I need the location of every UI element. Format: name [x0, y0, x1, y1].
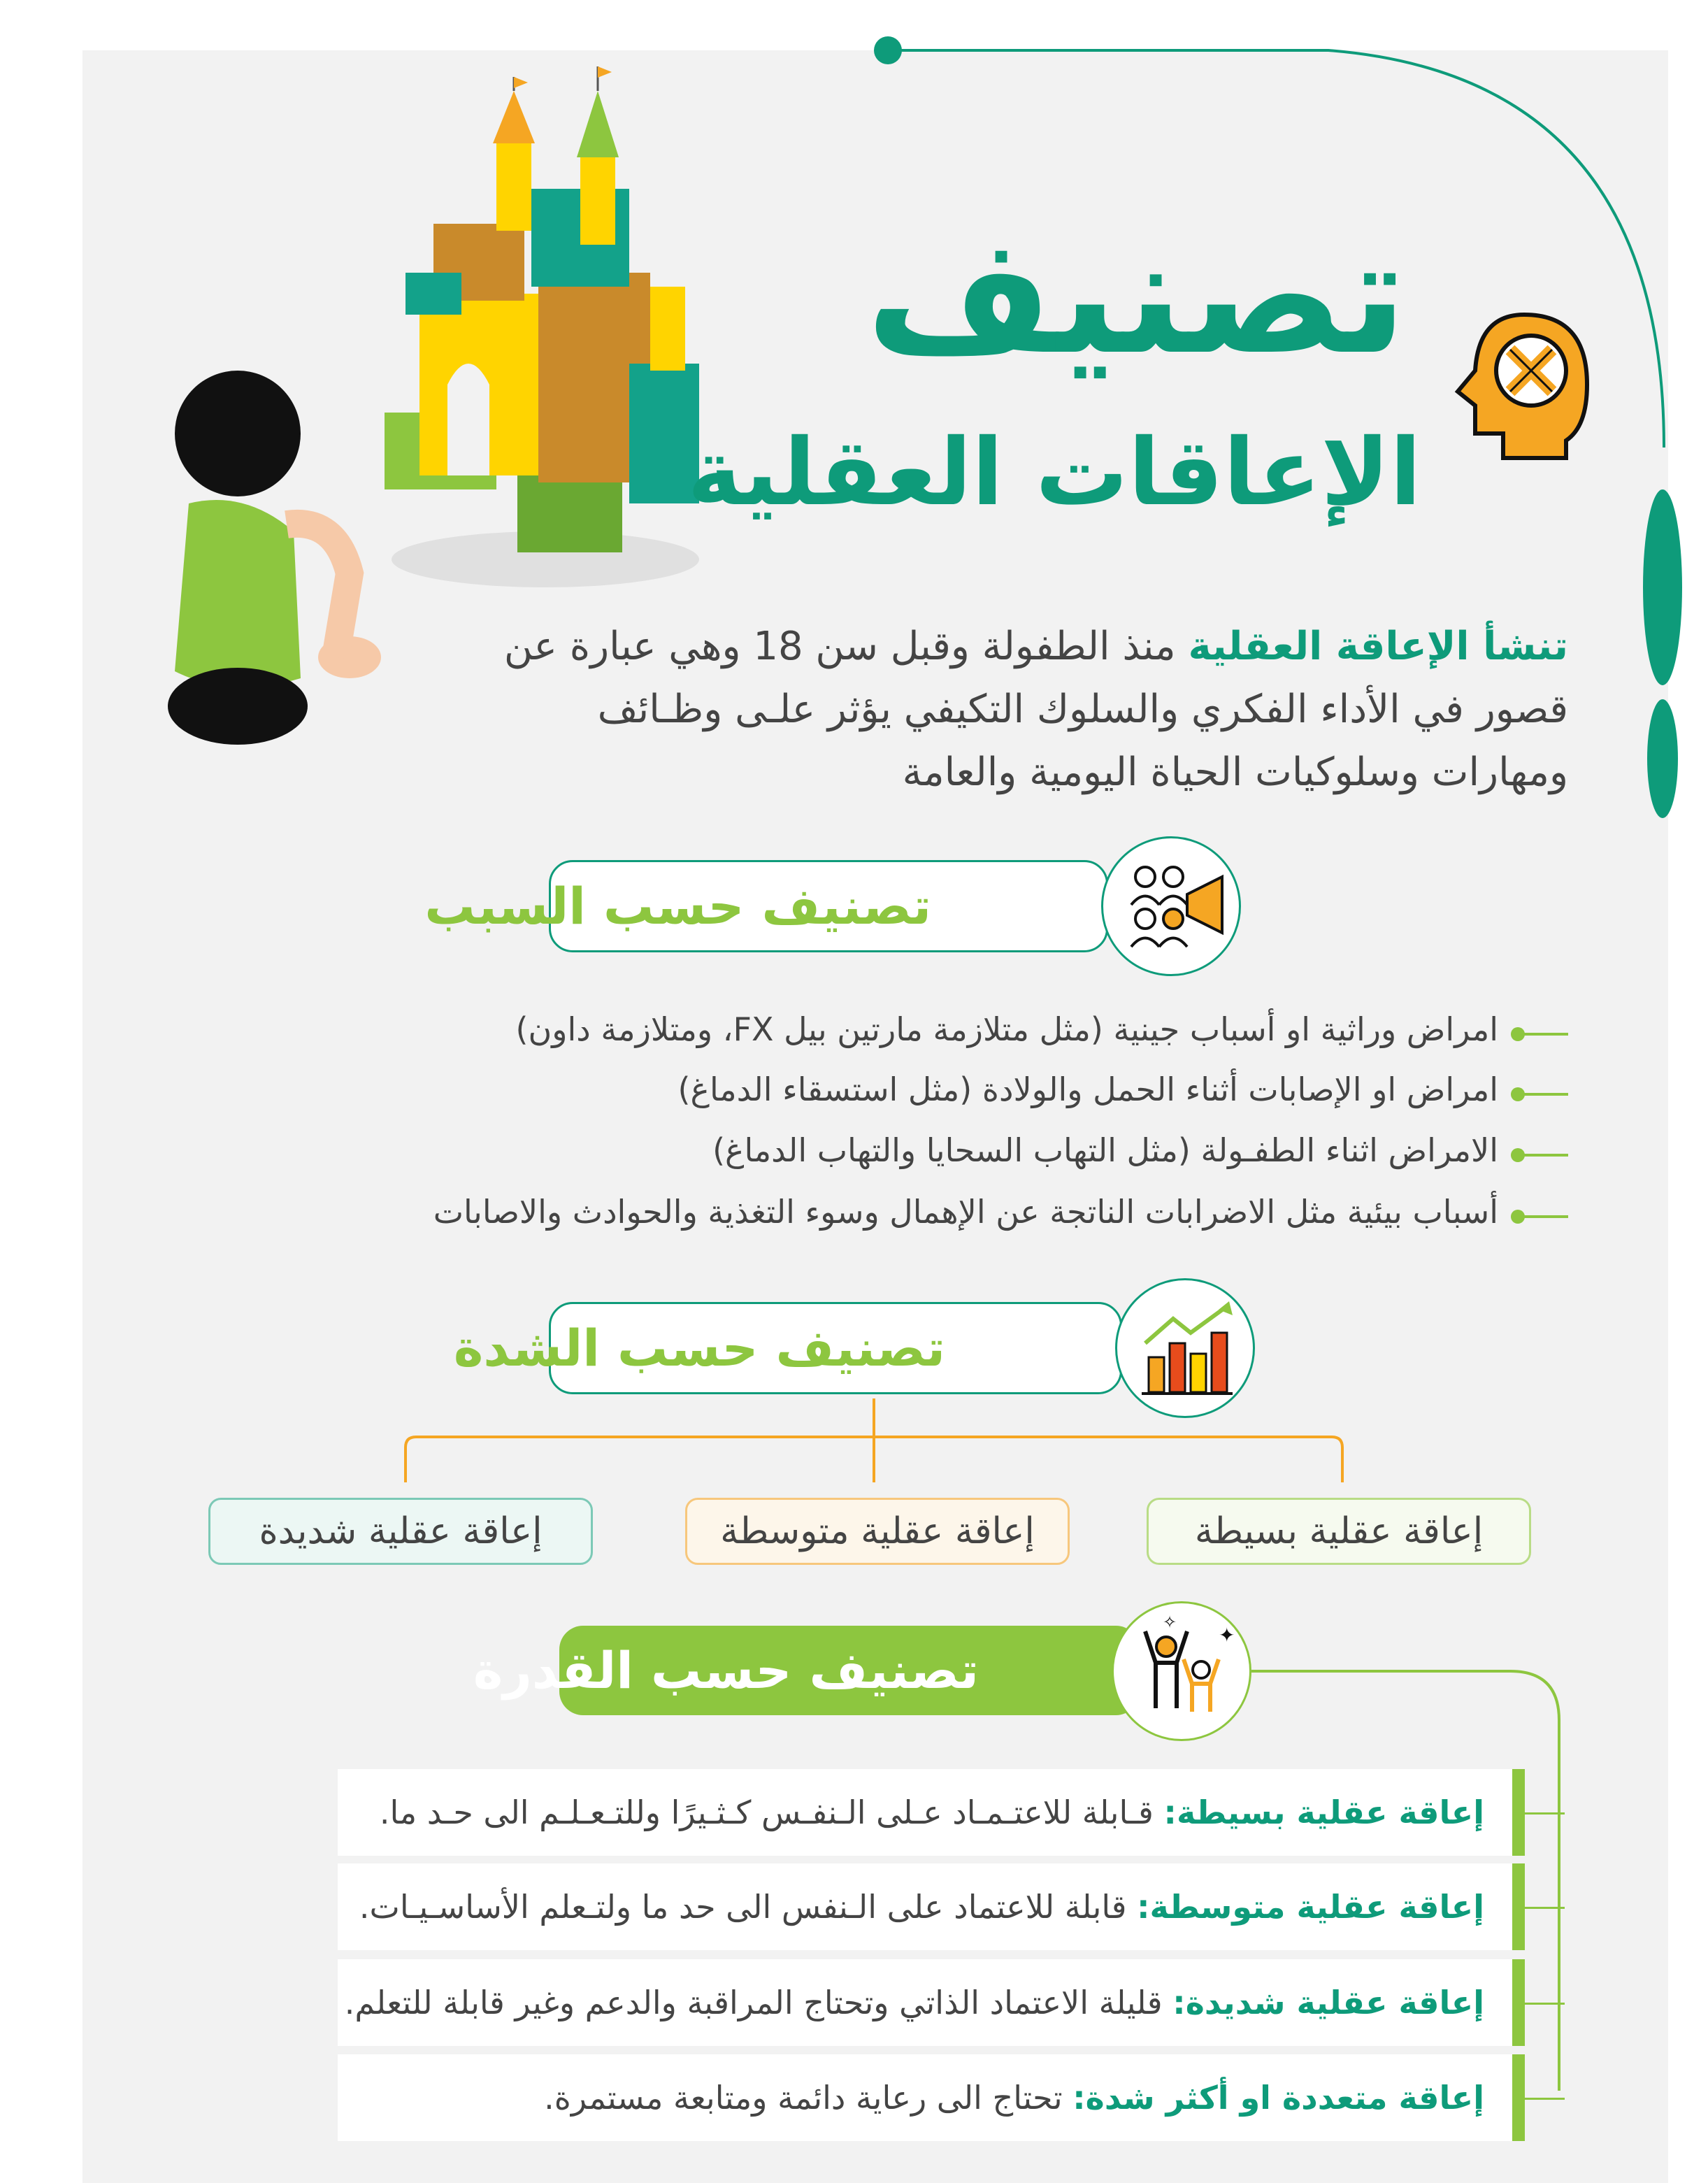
severity-moderate-box: إعاقة عقلية متوسطة [685, 1498, 1070, 1565]
svg-text:✦: ✦ [1219, 1624, 1235, 1647]
head-brain-icon [1447, 308, 1594, 461]
cause-heading-pill [424, 860, 1108, 952]
cause-bullet [1512, 1215, 1568, 1218]
severity-mild-box: إعاقة عقلية بسيطة [1147, 1498, 1531, 1565]
ability-row [338, 1863, 1512, 1950]
ability-row-tick [1523, 2098, 1565, 2100]
ability-row-tick [1523, 1907, 1565, 1909]
child-illustration [161, 364, 399, 755]
block-castle-illustration [378, 63, 713, 594]
cause-bullet [1512, 1154, 1568, 1157]
cause-heading: تصنيف حسب السبب [424, 877, 931, 936]
ability-row-tick [1523, 1812, 1565, 1815]
severity-heading-pill [453, 1302, 1122, 1394]
ability-row [338, 1769, 1512, 1856]
cause-item-1: امراض وراثية او أسباب جينية (مثل متلازمة مارتين بيل FX، ومتلازمة داون) [515, 1010, 1498, 1048]
ability-row-tick [1523, 2003, 1565, 2005]
ability-row-text: قـابلة للاعتـمـاد عـلى الـنفـس كـثـيرًا وللتـعـلـم الى حـد ما. [379, 1794, 1164, 1831]
ability-heading-pill [473, 1626, 1140, 1715]
severity-heading: تصنيف حسب الشدة [453, 1319, 945, 1377]
ability-row-label: إعاقة عقلية بسيطة: [1163, 1794, 1484, 1831]
people-megaphone-icon [1101, 836, 1241, 976]
cause-item-2: امراض او الإصابات أثناء الحمل والولادة (مثل استسقاء الدماغ) [677, 1071, 1498, 1108]
intro-line-3: ومهارات وسلوكيات الحياة اليومية والعامة [902, 750, 1568, 795]
ability-row-label: إعاقة عقلية متوسطة: [1137, 1888, 1484, 1926]
ability-row-text: تحتاج الى رعاية دائمة ومتابعة مستمرة. [544, 2079, 1073, 2117]
page-subtitle: الإعاقات العقلية [687, 419, 1421, 527]
ability-row-text: قليلة الاعتماد الذاتي وتحتاج المراقبة والدعم وغير قابلة للتعلم. [344, 1984, 1173, 2021]
cause-item-3: الامراض اثناء الطفـولة (مثل التهاب السحايا والتهاب الدماغ) [712, 1131, 1498, 1169]
family-celebrating-icon [1112, 1601, 1251, 1741]
intro-paragraph [450, 615, 1568, 804]
ability-row-label: إعاقة عقلية شديدة: [1172, 1984, 1484, 2021]
ability-row [338, 2054, 1512, 2141]
ability-row-label: إعاقة متعددة او أكثر شدة: [1072, 2079, 1484, 2117]
svg-text:✧: ✧ [1163, 1612, 1177, 1632]
intro-line-2: قصور في الأداء الفكري والسلوك التكيفي يؤثر علـى وظـائف [597, 687, 1568, 732]
ability-heading: تصنيف حسب القدرة [473, 1641, 979, 1700]
page-title: تصنيف [866, 203, 1407, 390]
intro-line-1: منذ الطفولة وقبل سن 18 وهي عبارة عن [503, 624, 1189, 669]
ability-row-text: قابلة للاعتماد على الـنفس الى حد ما ولتـعلم الأساسـيـات. [359, 1888, 1138, 1926]
cause-item-4: أسباب بيئية مثل الاضرابات الناتجة عن الإهمال وسوء التغذية والحوادث والاصابات [433, 1193, 1498, 1231]
severity-severe-box: إعاقة عقلية شديدة [208, 1498, 593, 1565]
ability-row [338, 1959, 1512, 2046]
intro-highlight: تنشأ الإعاقة العقلية [1188, 624, 1568, 669]
severity-connector-lines [392, 1391, 1356, 1496]
cause-bullet [1512, 1033, 1568, 1036]
cause-bullet [1512, 1093, 1568, 1096]
